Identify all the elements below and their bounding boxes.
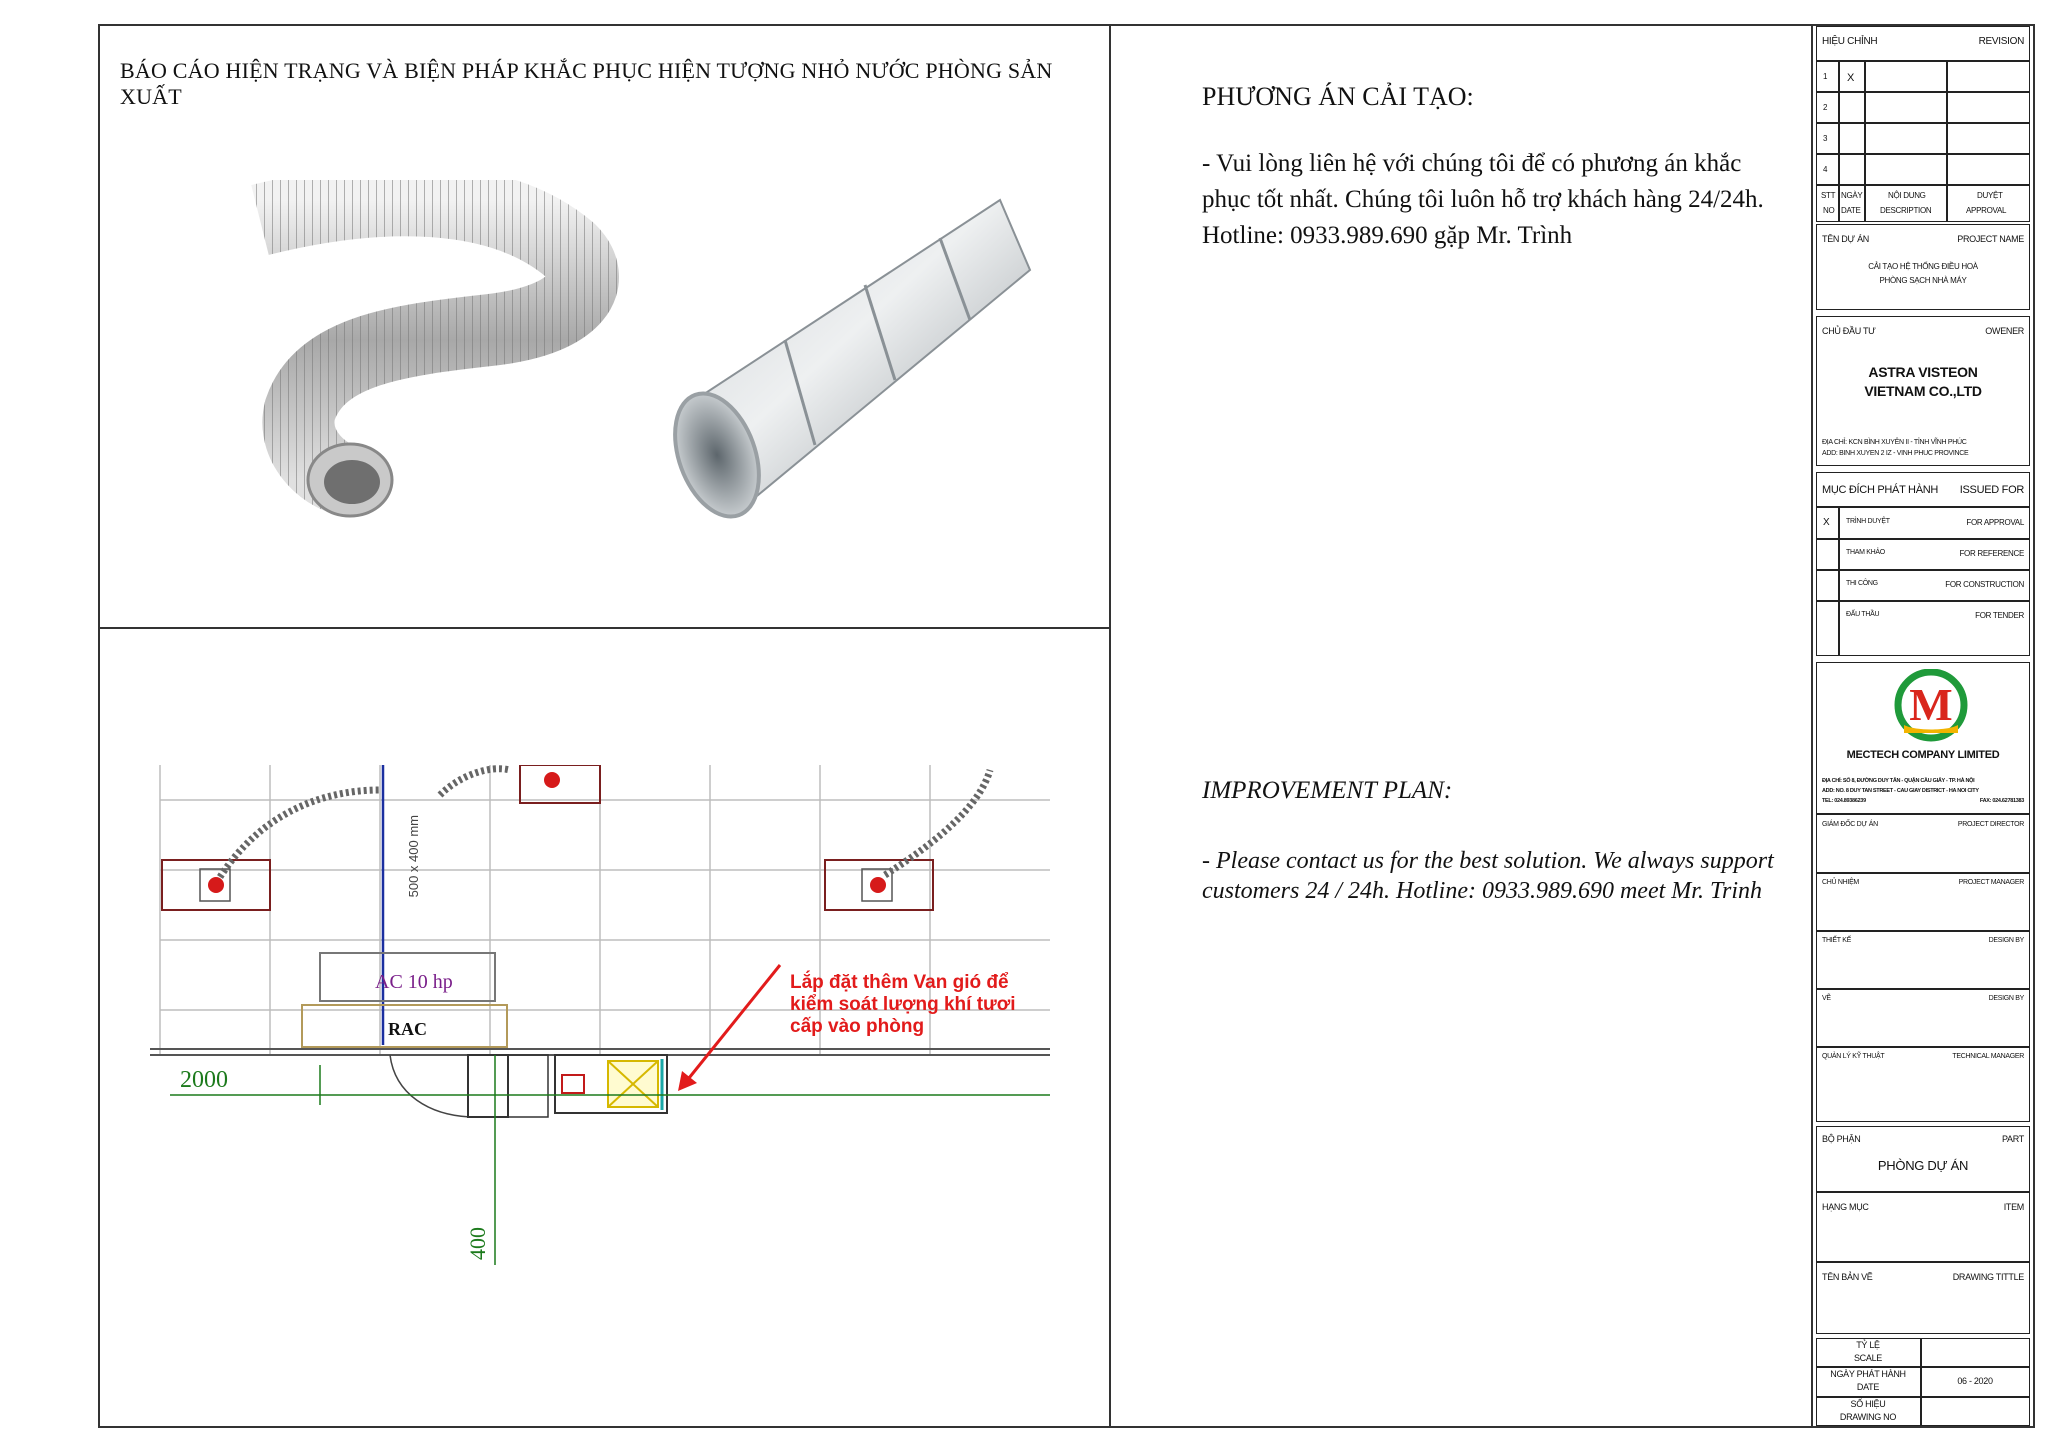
flexible-duct-image xyxy=(260,200,583,516)
col-stt: STT xyxy=(1821,191,1836,200)
drawing-title-label-vn: TÊN BẢN VẼ xyxy=(1822,1272,1873,1282)
role-technical-vn: QUẢN LÝ KỸ THUẬT xyxy=(1822,1053,1885,1060)
revision-row-1-mark: X xyxy=(1847,72,1855,84)
en-plan-body: - Please contact us for the best solution. We always support customers 24 / 24h. Hotline: 0933.989.690 meet Mr. Trinh xyxy=(1202,848,1774,904)
company-fax: FAX: 024.62781383 xyxy=(1979,798,2024,804)
date-label-vn: NGÀY PHÁT HÀNH xyxy=(1830,1369,1906,1379)
item-label-vn: HẠNG MỤC xyxy=(1822,1202,1869,1212)
role-director-en: PROJECT DIRECTOR xyxy=(1957,821,2024,828)
owner-address-en: ADD: BINH XUYEN 2 IZ - VINH PHUC PROVINCE xyxy=(1822,450,1969,457)
drawing-note-line2: kiểm soát lượng khí tươi xyxy=(790,994,1016,1015)
role-technical-en: TECHNICAL MANAGER xyxy=(1952,1053,2024,1060)
scale-label-vn: TỶ LỆ xyxy=(1856,1340,1880,1350)
role-manager-vn: CHỦ NHIỆM xyxy=(1822,879,1859,886)
issued-approval-vn: TRÌNH DUYỆT xyxy=(1846,518,1890,525)
hvac-plan-drawing xyxy=(150,765,1050,1265)
vn-plan-heading: PHƯƠNG ÁN CẢI TẠO: xyxy=(1202,82,1474,111)
col-date: DATE xyxy=(1841,206,1861,215)
role-manager-en: PROJECT MANAGER xyxy=(1958,879,2024,886)
owner-label-en: OWENER xyxy=(1985,326,2024,336)
duct-photos xyxy=(240,180,1060,540)
issued-approval-mark: X xyxy=(1823,517,1830,528)
project-name-line2: PHÒNG SẠCH NHÀ MÁY xyxy=(1879,276,1967,285)
project-label-en: PROJECT NAME xyxy=(1957,234,2024,244)
ac-label: AC 10 hp xyxy=(375,971,453,993)
col-no: NO xyxy=(1823,206,1835,215)
owner-name-line2: VIETNAM CO.,LTD xyxy=(1864,383,1982,399)
panel-divider-horizontal xyxy=(100,627,1110,629)
date-value: 06 - 2020 xyxy=(1957,1376,1993,1386)
mectech-logo xyxy=(1894,669,1968,743)
owner-address-vn: ĐỊA CHỈ: KCN BÌNH XUYÊN II - TỈNH VĨNH PHÚC xyxy=(1822,439,1967,446)
company-address-en: ADD: NO. 8 DUY TAN STREET - CAU GIAY DISTRICT - HA NOI CITY xyxy=(1822,788,1979,794)
en-plan-heading: IMPROVEMENT PLAN: xyxy=(1202,777,1453,804)
fresh-air-damper xyxy=(390,1055,667,1117)
col-description: DESCRIPTION xyxy=(1880,206,1932,215)
issued-tender-vn: ĐẤU THẦU xyxy=(1846,611,1880,618)
issued-tender-en: FOR TENDER xyxy=(1975,611,2024,620)
project-label-vn: TÊN DỰ ÁN xyxy=(1822,234,1869,244)
drawing-title-label-en: DRAWING TITTLE xyxy=(1952,1272,2024,1282)
title-block xyxy=(1816,26,2030,1426)
diffuser-top xyxy=(520,765,600,803)
col-noidung: NỘI DUNG xyxy=(1888,191,1926,200)
issued-for-section xyxy=(1816,472,2030,656)
date-label-en: DATE xyxy=(1856,1382,1880,1392)
diffuser-left xyxy=(162,860,270,910)
role-director-vn: GIÁM ĐỐC DỰ ÁN xyxy=(1822,821,1878,828)
col-duyet: DUYỆT xyxy=(1977,191,2003,200)
item-label-en: ITEM xyxy=(2003,1202,2024,1212)
part-label-vn: BỘ PHẬN xyxy=(1822,1134,1861,1144)
company-address-vn: ĐỊA CHỈ: SỐ 8, ĐƯỜNG DUY TÂN - QUẬN CẦU GIẤY - TP. HÀ NỘI xyxy=(1822,778,1975,784)
role-design-vn: THIẾT KẾ xyxy=(1822,937,1851,944)
drawing-no-label-en: DRAWING NO xyxy=(1839,1412,1897,1422)
issued-label-vn: MỤC ĐÍCH PHÁT HÀNH xyxy=(1822,484,1939,496)
duct-size-label: 500 x 400 mm xyxy=(406,815,421,898)
roles-section xyxy=(1816,814,2030,1122)
owner-label-vn: CHỦ ĐẦU TƯ xyxy=(1822,326,1876,336)
svg-text:M: M xyxy=(1909,679,1953,730)
role-draw-vn: VẼ xyxy=(1822,995,1831,1002)
role-draw-en: DESIGN BY xyxy=(1988,995,2024,1002)
issued-label-en: ISSUED FOR xyxy=(1959,484,2024,496)
dimension-400: 400 xyxy=(465,1227,490,1260)
vn-plan-body: - Vui lòng liên hệ với chúng tôi để có phương án khắc phục tốt nhất. Chúng tôi luôn hỗ trợ khách hàng 24/24h. Hotline: 0933.989.690 gặp Mr. Trình xyxy=(1202,150,1764,249)
dimension-2000: 2000 xyxy=(180,1067,228,1093)
revision-label-en: REVISION xyxy=(1978,36,2024,47)
issued-construction-en: FOR CONSTRUCTION xyxy=(1945,580,2024,589)
revision-label-vn: HIỆU CHỈNH xyxy=(1822,36,1878,47)
role-design-en: DESIGN BY xyxy=(1988,937,2024,944)
revision-row-1: 1 xyxy=(1823,72,1828,81)
drawing-note-line3: cấp vào phòng xyxy=(790,1016,925,1037)
revision-row-4: 4 xyxy=(1823,165,1828,174)
issued-construction-vn: THI CÔNG xyxy=(1846,580,1878,587)
col-ngay: NGÀY xyxy=(1841,191,1863,200)
scale-label-en: SCALE xyxy=(1853,1353,1882,1363)
spiral-duct-image xyxy=(659,200,1030,528)
report-title: BÁO CÁO HIỆN TRẠNG VÀ BIỆN PHÁP KHẮC PHỤC HIỆN TƯỢNG NHỎ NƯỚC PHÒNG SẢN XUẤT xyxy=(120,58,1053,109)
panel-divider-vertical xyxy=(1109,26,1111,1426)
issued-reference-vn: THAM KHẢO xyxy=(1846,549,1885,556)
diffuser-right xyxy=(825,860,933,910)
company-name: MECTECH COMPANY LIMITED xyxy=(1846,749,2000,761)
revision-row-2: 2 xyxy=(1823,103,1828,112)
part-value: PHÒNG DỰ ÁN xyxy=(1877,1158,1969,1173)
drawing-no-label-vn: SỐ HIỆU xyxy=(1850,1399,1886,1409)
project-name-line1: CẢI TẠO HỆ THỐNG ĐIỀU HOÀ xyxy=(1868,262,1978,271)
rac-label: RAC xyxy=(388,1019,427,1039)
issued-approval-en: FOR APPROVAL xyxy=(1966,518,2024,527)
owner-name-line1: ASTRA VISTEON xyxy=(1868,364,1978,380)
company-tel: TEL: 024.89386239 xyxy=(1822,798,1866,804)
issued-reference-en: FOR REFERENCE xyxy=(1959,549,2024,558)
col-approval: APPROVAL xyxy=(1966,206,2007,215)
revision-row-3: 3 xyxy=(1823,134,1828,143)
drawing-note-line1: Lắp đặt thêm Van gió để xyxy=(790,972,1009,993)
title-block-divider xyxy=(1811,26,1813,1426)
part-label-en: PART xyxy=(2002,1134,2024,1144)
